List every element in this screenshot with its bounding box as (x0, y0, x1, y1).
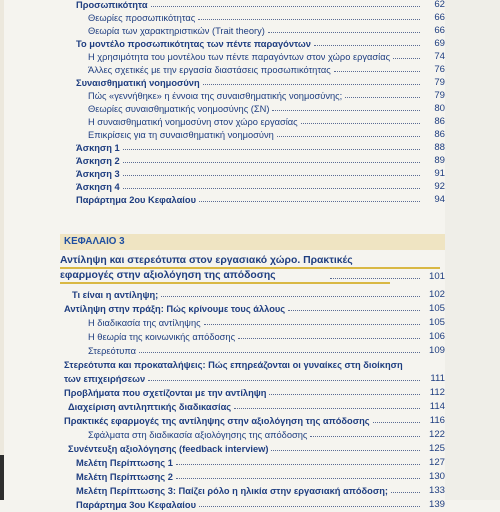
toc-entry (0, 37, 500, 51)
leader-dots (123, 149, 420, 150)
toc-entry (0, 167, 500, 181)
toc-entry-title: Μελέτη Περίπτωσης 2 (76, 472, 173, 482)
leader-dots (272, 110, 420, 111)
page-number: 69 (434, 38, 445, 49)
leader-dots (161, 296, 420, 297)
toc-entry (0, 89, 500, 103)
toc-entry (0, 456, 500, 470)
leader-dots (277, 136, 420, 137)
page-number: 92 (434, 181, 445, 192)
page-number: 102 (428, 289, 445, 300)
leader-dots (234, 408, 420, 409)
leader-dots (123, 188, 420, 189)
toc-entry-title: Η θεωρία της κοινωνικής απόδοσης (88, 332, 236, 342)
chapter-title-text-1: Αντίληψη και στερεότυπα στον εργασιακό χώρο. Πρακτικές (60, 255, 353, 266)
chapter-label: ΚΕΦΑΛΑΙΟ 3 (64, 236, 125, 247)
toc-entry (0, 141, 500, 155)
toc-entry-title: Θεωρίες προσωπικότητας (88, 13, 196, 23)
leader-dots (269, 394, 420, 395)
leader-dots (123, 162, 420, 163)
toc-entry-title: Άσκηση 4 (76, 182, 120, 192)
toc-entry-title: Πώς «γεννήθηκε» η έννοια της συναισθηματικής νοημοσύνης; (88, 91, 343, 101)
leader-dots (151, 6, 420, 7)
page-number: 111 (430, 373, 445, 384)
toc-entry-title: Προβλήματα που σχετίζονται με την αντίληψη (64, 388, 267, 398)
toc-entry-title: Συναισθηματική νοημοσύνη (76, 78, 200, 88)
toc-entry-title: Μελέτη Περίπτωσης 3: Παίζει ρόλο η ηλικία στην εργασιακή απόδοση; (76, 486, 388, 496)
toc-entry-title: Πρακτικές εφαρμογές της αντίληψης στην αξιολόγηση της απόδοσης (64, 416, 370, 426)
toc-entry (0, 470, 500, 484)
chapter-title-page-row (0, 270, 500, 284)
page-number: 79 (434, 77, 445, 88)
toc-entry-title: Αντίληψη στην πράξη: Πώς κρίνουμε τους άλλους (64, 304, 286, 314)
page-number: 66 (434, 12, 445, 23)
leader-dots (204, 324, 420, 325)
leader-dots (301, 123, 420, 124)
toc-entry (0, 330, 500, 344)
toc-entry (0, 400, 500, 414)
page-number: 122 (428, 429, 445, 440)
page-number: 66 (434, 25, 445, 36)
toc-entry (0, 386, 500, 400)
leader-dots (310, 436, 420, 437)
toc-entry-title: Σφάλματα στη διαδικασία αξιολόγησης της απόδοσης (88, 430, 308, 440)
page-number: 125 (428, 443, 445, 454)
leader-dots (330, 278, 420, 279)
toc-entry (0, 180, 500, 194)
toc-entry-title: Το μοντέλο προσωπικότητας των πέντε παραγόντων (76, 39, 311, 49)
leader-dots (345, 97, 420, 98)
leader-dots (271, 450, 420, 451)
leader-dots (148, 380, 420, 381)
page-number: 127 (428, 457, 445, 468)
toc-entry-title: Η διαδικασία της αντίληψης (88, 318, 201, 328)
toc-entry-title: των επιχειρήσεων (64, 374, 146, 384)
leader-dots (199, 506, 420, 507)
page-number: 112 (429, 387, 445, 398)
page-number: 139 (428, 499, 445, 510)
toc-entry (0, 50, 500, 64)
toc-entry-title: Στερεότυπα (88, 346, 137, 356)
toc-entry (0, 372, 500, 386)
chapter-title-text-2: εφαρμογές στην αξιολόγηση της απόδοσης (60, 270, 276, 281)
toc-entry (0, 498, 500, 512)
leader-dots (198, 19, 420, 20)
page-number: 116 (429, 415, 445, 426)
toc-entry (0, 154, 500, 168)
toc-entry-title: Μελέτη Περίπτωσης 1 (76, 458, 173, 468)
page-number: 76 (434, 64, 445, 75)
toc-entry-title: Παράρτημα 3ου Κεφαλαίου (76, 500, 196, 510)
leader-dots (288, 310, 420, 311)
page-number: 105 (428, 317, 445, 328)
toc-entry-title: Άσκηση 1 (76, 143, 120, 153)
page-number: 91 (434, 168, 445, 179)
toc-entry (0, 63, 500, 77)
leader-dots (334, 71, 420, 72)
toc-entry (0, 344, 500, 358)
page-number: 114 (429, 401, 445, 412)
page-number: 105 (428, 303, 445, 314)
leader-dots (199, 201, 420, 202)
toc-entry (0, 316, 500, 330)
leader-dots (139, 352, 420, 353)
page-number: 86 (434, 116, 445, 127)
toc-entry-title: Άσκηση 3 (76, 169, 120, 179)
toc-entry (0, 102, 500, 116)
toc-entry-title: Η χρησιμότητα του μοντέλου των πέντε παραγόντων στον χώρο εργασίας (88, 52, 391, 62)
toc-entry-title: Στερεότυπα και προκαταλήψεις: Πώς επηρεάζονται οι γυναίκες στη διοίκηση (64, 360, 403, 370)
toc-entry (0, 428, 500, 442)
leader-dots (176, 478, 420, 479)
toc-entry-title: Προσωπικότητα (76, 0, 148, 10)
toc-entry-title: Η συναισθηματική νοημοσύνη στον χώρο εργασίας (88, 117, 298, 127)
toc-entry-title: Επικρίσεις για τη συναισθηματική νοημοσύνη (88, 130, 274, 140)
toc-entry (0, 76, 500, 90)
toc-entry-title: Θεωρία των χαρακτηριστικών (Trait theory) (88, 26, 265, 36)
toc-entry (0, 414, 500, 428)
toc-entry-title: Διαχείριση αντιληπτικής διαδικασίας (68, 402, 232, 412)
chapter-title-line-1 (60, 253, 440, 268)
leader-dots (391, 492, 420, 493)
toc-entry-title: Θεωρίες συναισθηματικής νοημοσύνης (ΣΝ) (88, 104, 270, 114)
toc-entry (0, 115, 500, 129)
page-number: 62 (434, 0, 445, 10)
leader-dots (393, 58, 420, 59)
page-number: 89 (434, 155, 445, 166)
toc-entry (0, 358, 500, 372)
page-number: 101 (428, 271, 445, 282)
page-number: 79 (434, 90, 445, 101)
toc-entry (0, 288, 500, 302)
toc-entry (0, 442, 500, 456)
toc-entry (0, 484, 500, 498)
toc-entry (0, 128, 500, 142)
page-number: 88 (434, 142, 445, 153)
page-number: 86 (434, 129, 445, 140)
toc-entry (0, 11, 500, 25)
leader-dots (373, 422, 420, 423)
toc-entry (0, 302, 500, 316)
leader-dots (203, 84, 420, 85)
toc-entry-title: Παράρτημα 2ου Κεφαλαίου (76, 195, 196, 205)
page-number: 133 (428, 485, 445, 496)
page-number: 94 (434, 194, 445, 205)
toc-entry (0, 24, 500, 38)
page-number: 130 (428, 471, 445, 482)
leader-dots (238, 338, 420, 339)
toc-entry (0, 193, 500, 207)
toc-entry-title: Άσκηση 2 (76, 156, 120, 166)
leader-dots (176, 464, 420, 465)
page-number: 74 (434, 51, 445, 62)
leader-dots (123, 175, 420, 176)
toc-entry-title: Συνέντευξη αξιολόγησης (feedback interview) (68, 444, 269, 454)
toc-entry-title: Τι είναι η αντίληψη; (72, 290, 159, 300)
page-number: 80 (434, 103, 445, 114)
leader-dots (268, 32, 420, 33)
page-number: 106 (428, 331, 445, 342)
page-number: 109 (428, 345, 445, 356)
toc-entry-title: Άλλες σχετικές με την εργασία διαστάσεις προσωπικότητας (88, 65, 331, 75)
leader-dots (314, 45, 420, 46)
